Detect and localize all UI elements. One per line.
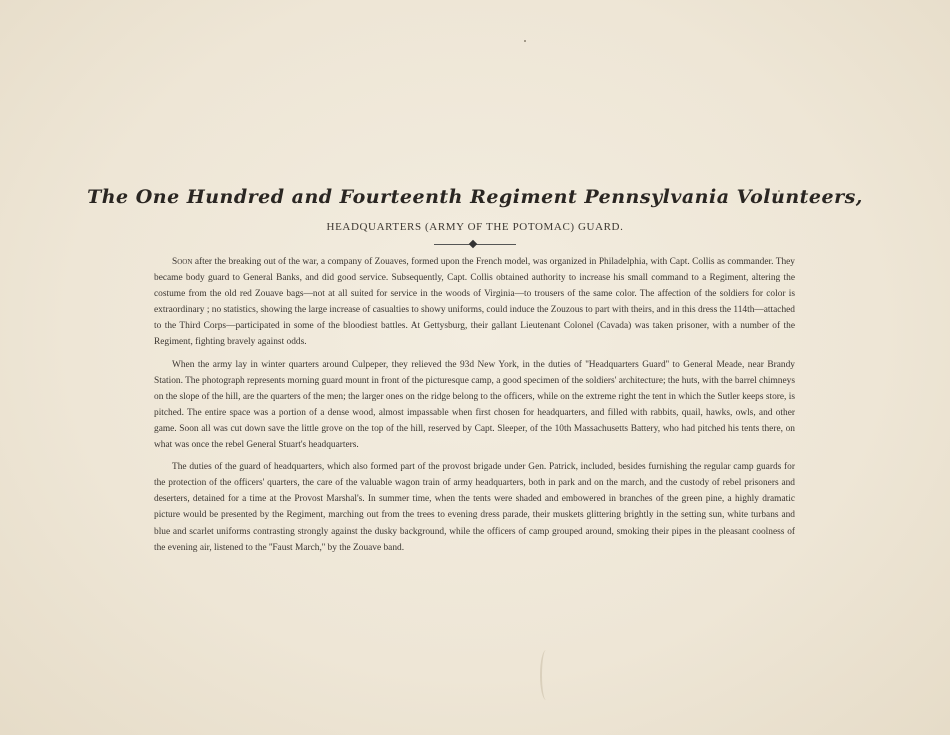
lead-word: Soon [172, 257, 193, 267]
paragraph-text: after the breaking out of the war, a company of Zouaves, formed upon the French model, was organized in Philadelphia, with Capt. Collis as commander. They became body guard to General Banks, and did good service. Subsequently, Capt. Collis obtained authority to increase his small command to a Regiment, altering the costume from the old red Zouave bags—not at all suited for service in the woods of Virginia—to trousers of the same color. The affection of the soldiers for color is extraordinary ; no statistics, showing the large increase of casualties to showy uniforms, could induce the Zouzous to part with theirs, and in this dress the 114th—attached to the Third Corps—participated in some of the bloodiest battles. At Gettysburg, their gallant Lieutenant Colonel (Cavada) was taken prisoner, with a number of the Regiment, fighting bravely against odds. [154, 257, 795, 348]
document-title [0, 186, 950, 208]
document-subtitle: HEADQUARTERS (ARMY OF THE POTOMAC) GUARD. [326, 221, 624, 233]
body-text [154, 254, 795, 562]
paragraph-text: When the army lay in winter quarters around Culpeper, they relieved the 93d New York, in the duties of ''Headquarters Guard'' to General Meade, near Brandy Station. The photograph represents morning guard mount in front of the picturesque camp, a good specimen of the soldiers' architecture; the huts, with the barrel chimneys on the slope of the hill, are the quarters of the men; the larger ones on the ridge belong to the officers, while on the extreme right the tent in which the Sutler keeps store, is pitched. The entire space was a portion of a dense wood, almost impassable when first chosen for headquarters, and filled with rabbits, quail, hawks, owls, and other game. Soon all was cut down save the little grove on the top of the hill, reserved by Capt. Sleeper, of the 10th Massachusetts Battery, who had pitched his tents there, on what was once the rebel General Stuart's headquarters. [154, 359, 795, 451]
ornamental-rule [434, 241, 516, 247]
title-text: The One Hundred and Fourteenth Regiment Pennsylvania Volunteers, [87, 186, 863, 208]
paragraph-text: The duties of the guard of headquarters, which also formed part of the provost brigade under Gen. Patrick, included, besides furnishing the regular camp guards for the protection of the officers' quarters, the care of the valuable wagon train of army headquarters, both in park and on the march, and the custody of rebel prisoners and deserters, detained for a time at the Provost Marshal's. In summer time, when the tents were shaded and embowered in branches of the green pine, a highly dramatic picture would be presented by the Regiment, marching out from the trees to evening dress parade, their muskets glittering brightly in the setting sun, white turbans and blue and scarlet uniforms contrasting strongly against the dusky background, while the officers of camp grouped around, smoking their pipes in the pleasant coolness of the evening air, listened to the ''Faust March,'' by the Zouave band. [154, 462, 795, 553]
paragraph-2 [154, 357, 795, 454]
diamond-ornament-icon [469, 240, 477, 248]
paper-speck [524, 40, 526, 42]
paragraph-1 [154, 254, 795, 351]
paper-stain [540, 650, 552, 700]
paragraph-3 [154, 459, 795, 556]
